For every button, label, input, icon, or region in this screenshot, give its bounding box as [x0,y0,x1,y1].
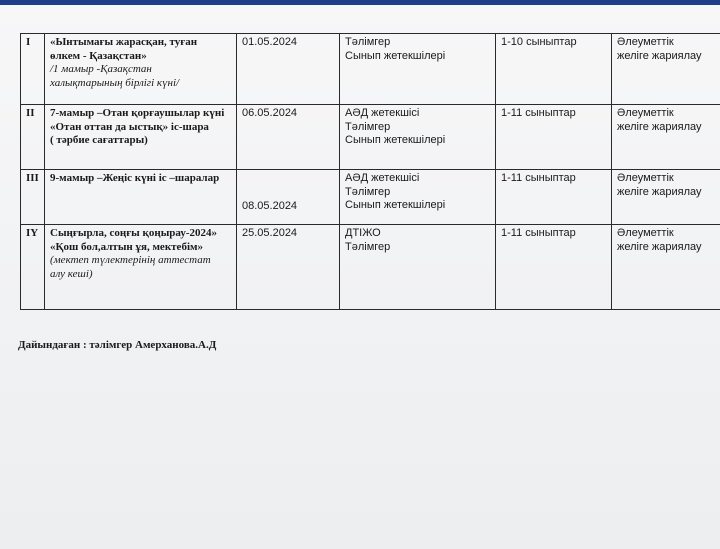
table-row [21,105,720,170]
table-row [21,34,720,105]
prepared-by-signature-line: Дайындаған : тәлімгер Амерханова.А.Д [18,339,217,351]
event-note-line: алу кеші) [50,267,93,280]
responsible-cell [340,34,496,105]
participants-cell: 1-10 сыныптар [496,34,612,105]
responsible-line: Тәлімгер [345,240,391,253]
event-note-line: (мектеп түлектерінің аттестат [50,254,211,266]
document-page [0,5,720,549]
event-title-line: 7-мамыр –Отан қорғаушылар күні [50,107,225,119]
participants-cell: 1-11 сыныптар [496,225,612,310]
output-cell [612,105,720,170]
row-number: I [21,34,45,105]
output-line: Әлеуметтік [617,227,674,239]
event-title-cell [45,170,237,225]
event-note-line: халықтарының бірлігі күні/ [50,76,180,89]
table-row [21,225,720,310]
output-line: желіге жариялау [617,120,702,133]
responsible-line: Тәлімгер [345,185,391,198]
output-cell [612,34,720,105]
event-date: 25.05.2024 [237,225,340,310]
event-title-cell [45,225,237,310]
responsible-line: Тәлімгер [345,36,391,48]
event-title-line: ( тәрбие сағаттары) [50,134,148,146]
row-number: IY [21,225,45,310]
event-title-line: «Отан оттан да ыстық» іс-шара [50,120,209,133]
responsible-cell [340,105,496,170]
event-title-line: Сыңғырла, соңғы қоңырау-2024» [50,227,218,239]
responsible-cell [340,225,496,310]
responsible-line: Сынып жетекшілері [345,134,446,146]
output-line: желіге жариялау [617,240,702,253]
event-title-cell [45,105,237,170]
output-line: Әлеуметтік [617,36,674,48]
event-title-line: «Қош бол,алтын ұя, мектебім» [50,240,203,253]
event-date: 06.05.2024 [237,105,340,170]
responsible-line: Тәлімгер [345,120,391,133]
event-date-cell [237,170,340,225]
event-title-line: «Ынтымағы жарасқан, туған [50,36,198,48]
event-date: 08.05.2024 [242,200,298,212]
output-line: желіге жариялау [617,185,702,198]
event-title-line: 9-мамыр –Жеңіс күні іс –шаралар [50,172,220,184]
event-plan-table [20,33,720,310]
participants-cell: 1-11 сыныптар [496,170,612,225]
row-number: II [21,105,45,170]
event-note-line: /1 мамыр -Қазақстан [50,63,152,75]
responsible-cell [340,170,496,225]
event-title-line: өлкем - Қазақстан» [50,49,147,62]
output-line: Әлеуметтік [617,107,674,119]
responsible-line: Сынып жетекшілері [345,199,446,211]
output-cell [612,170,720,225]
output-cell [612,225,720,310]
responsible-line: ДТІЖО [345,227,381,239]
output-line: желіге жариялау [617,49,702,62]
participants-cell: 1-11 сыныптар [496,105,612,170]
responsible-line: АӘД жетекшісі [345,172,420,184]
event-date: 01.05.2024 [237,34,340,105]
table-row [21,170,720,225]
responsible-line: Сынып жетекшілері [345,49,446,62]
output-line: Әлеуметтік [617,172,674,184]
responsible-line: АӘД жетекшісі [345,107,420,119]
event-title-cell [45,34,237,105]
row-number: III [21,170,45,225]
